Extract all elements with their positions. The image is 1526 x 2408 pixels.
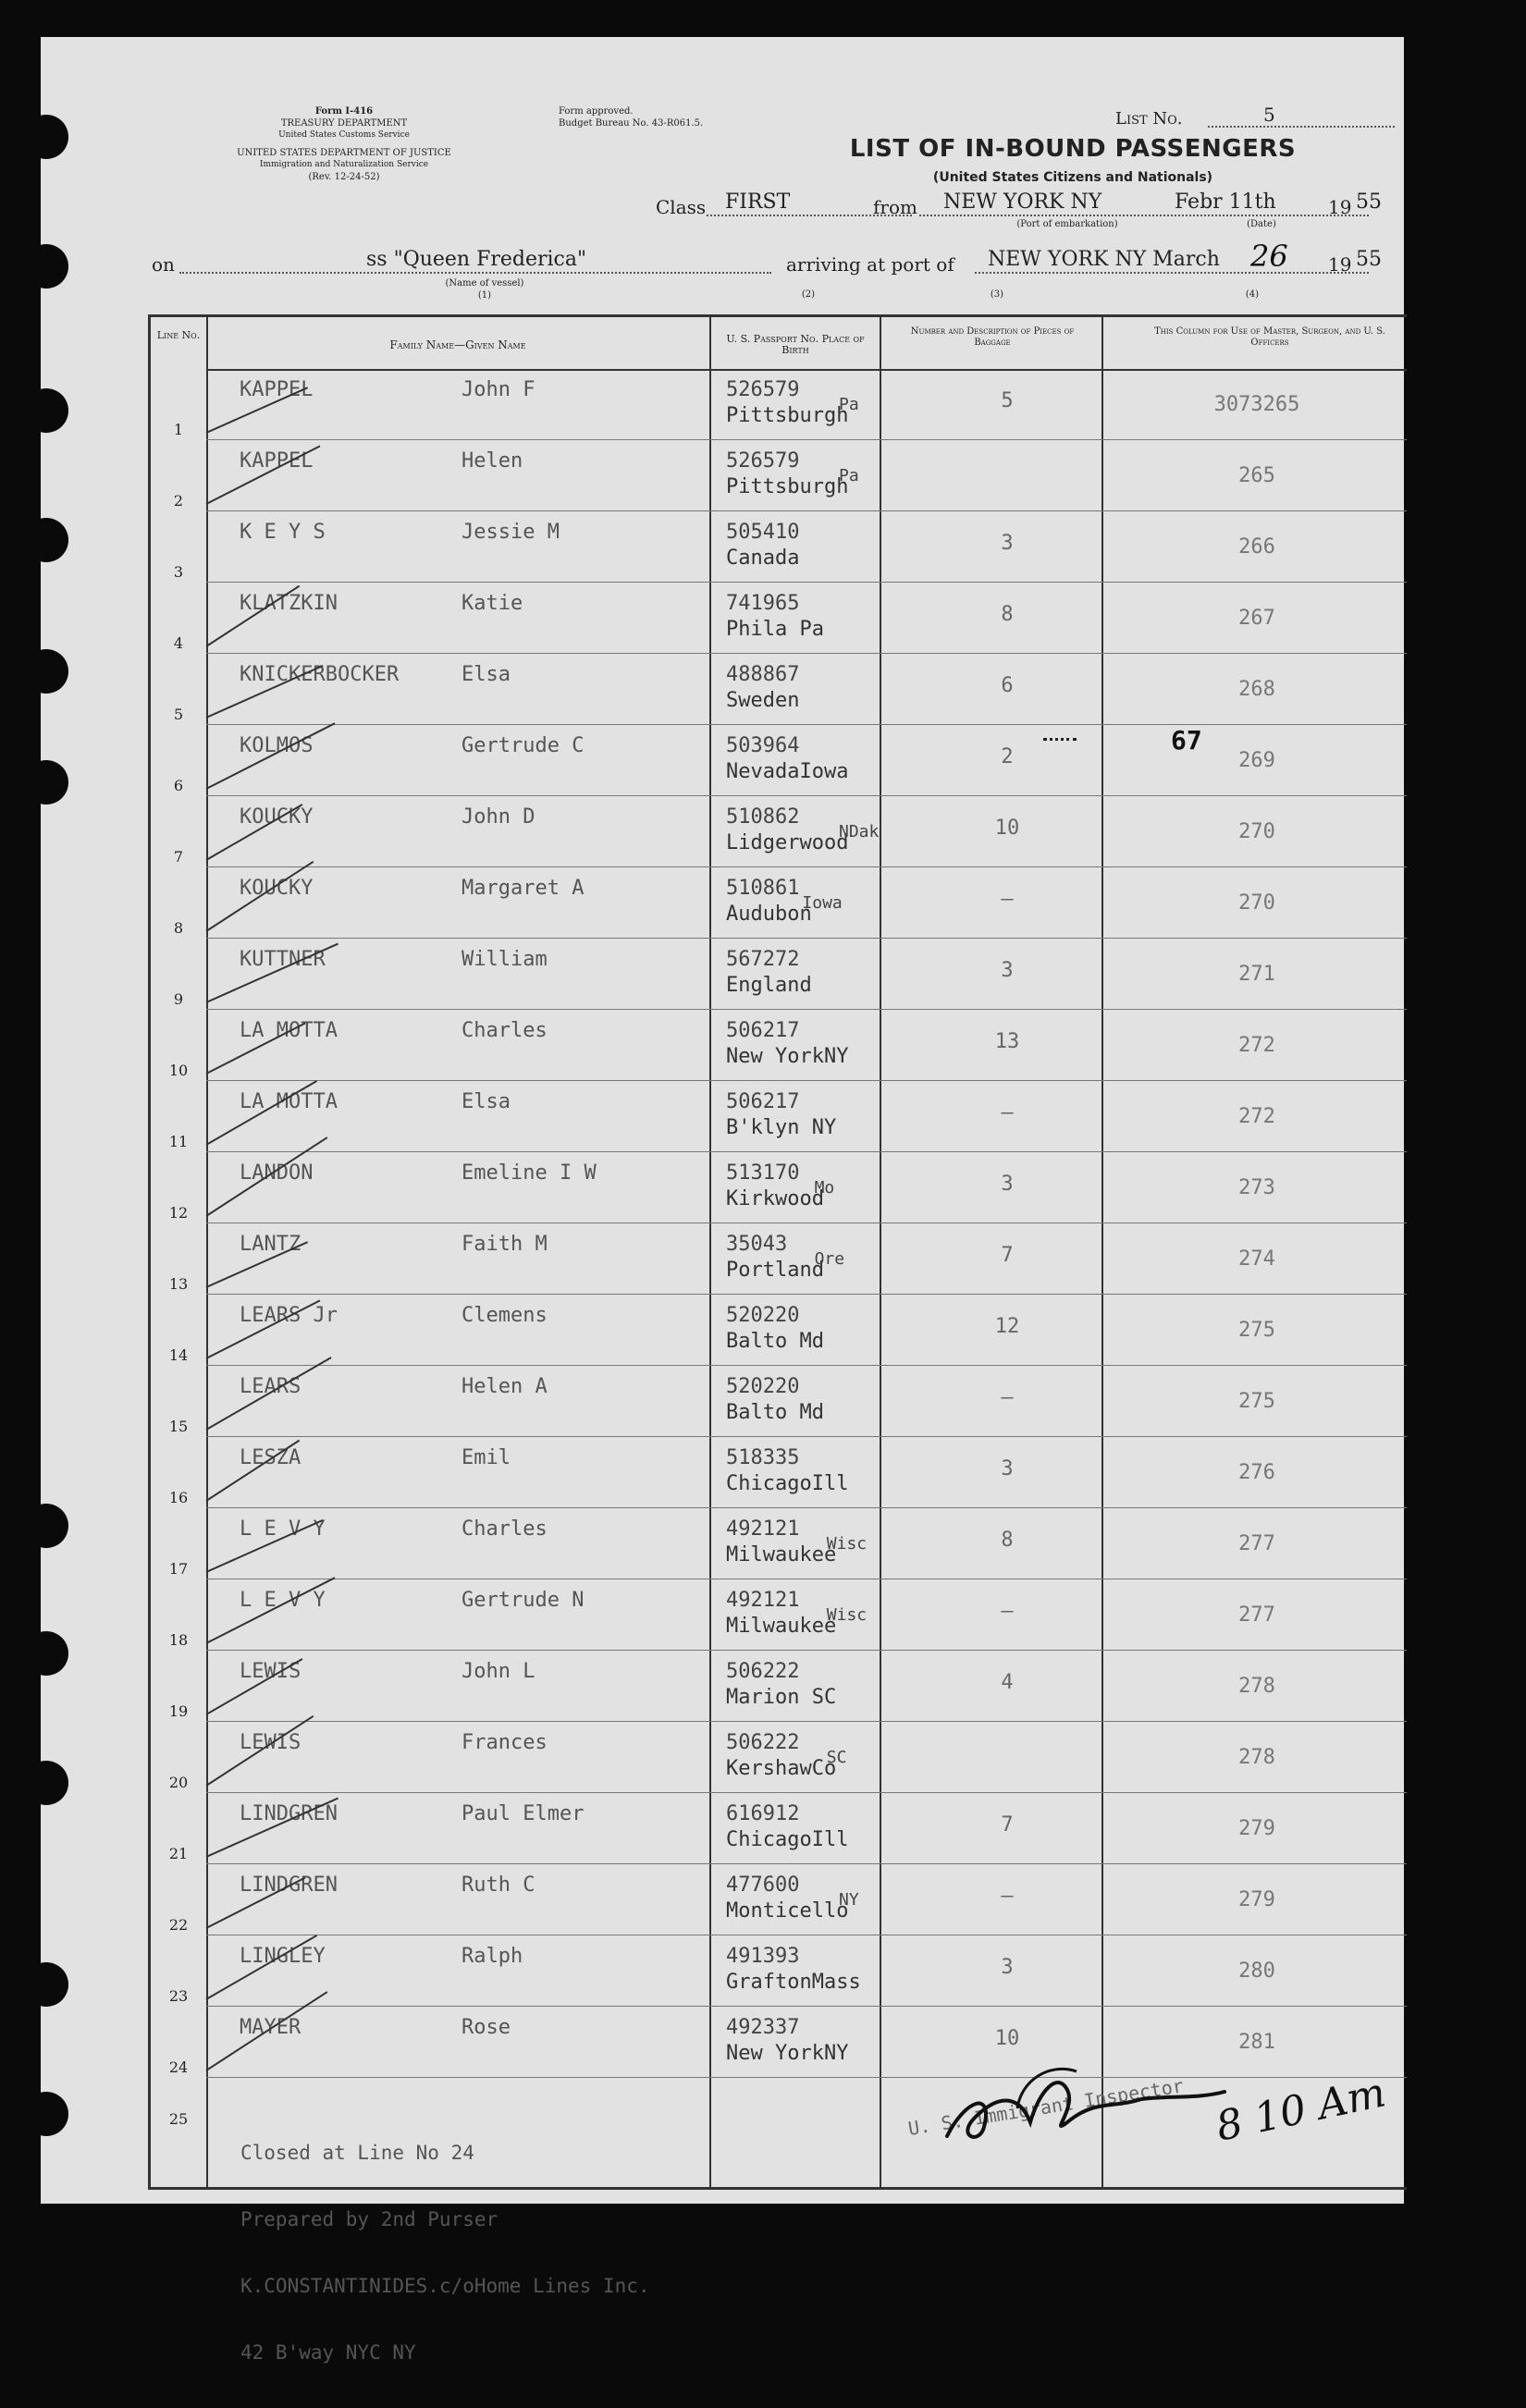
purser-address: 42 B'way NYC NY [240,2341,416,2364]
place-of-birth: Balto Md [726,1401,824,1424]
table-row [151,1793,1407,1864]
arrival-year-label: 19 [1328,253,1352,276]
table-row [151,440,1407,511]
table-row [151,939,1407,1010]
table-row [151,1935,1407,2007]
from-label: from [873,196,917,218]
immigration-service: Immigration and Naturalization Service [259,160,429,169]
year-label: 19 [1328,196,1352,218]
list-no-value: 5 [1263,104,1275,126]
given-name: Elsa [461,663,511,686]
vessel-line [179,272,771,274]
officer-number: 279 [1238,1888,1275,1911]
place-of-birth: New YorkNY [726,2042,849,2065]
baggage-count: 7 [1001,1813,1014,1837]
table-row [151,1152,1407,1223]
passport-number: 526579 [726,449,800,473]
table-row [151,1295,1407,1366]
passport-number: 520220 [726,1375,800,1398]
line-number: 23 [168,1987,189,2005]
birth-state: NY [839,1890,859,1910]
officer-number: 271 [1238,963,1275,986]
passport-number: 35043 [726,1233,788,1256]
given-name: Emil [461,1446,511,1469]
line-number: 9 [173,990,184,1008]
place-of-birth: NevadaIowa [726,760,849,783]
line-number: 6 [173,777,184,794]
given-name: Rose [461,2016,511,2039]
place-of-birth: ChicagoIll [726,1828,849,1851]
place-of-birth: Pittsburgh [726,475,849,498]
officer-number: 277 [1238,1532,1275,1555]
place-of-birth: GraftonMass [726,1971,861,1994]
officer-number: 280 [1238,1960,1275,1983]
line-number: 14 [168,1346,189,1364]
baggage-count: 3 [1001,1173,1014,1196]
family-name: KLATZKIN [240,592,338,615]
from-line [919,215,1369,216]
passport-number: 506222 [726,1660,800,1683]
table-row [151,1366,1407,1437]
officer-number: 281 [1238,2031,1275,2054]
customs-service: United States Customs Service [278,130,410,140]
arrival-time: 8 10 Am [1212,2069,1390,2151]
table-row [151,1864,1407,1935]
column-1-number: (1) [477,290,492,301]
baggage-count: 5 [1001,389,1014,412]
place-of-birth: England [726,974,812,997]
family-name: MAYER [240,2016,302,2039]
family-name: KUTTNER [240,948,326,971]
closing-notes [240,2097,650,2408]
binder-hole [24,760,68,805]
given-name: Helen A [461,1375,548,1398]
header-passport: U. S. Passport No. Place of Birth [726,333,865,356]
place-of-birth: Monticello [726,1899,849,1923]
table-row [151,796,1407,867]
table-row [151,1722,1407,1793]
place-of-birth: Portland [726,1259,824,1282]
baggage-count: 4 [1001,1671,1014,1694]
given-name: William [461,948,548,971]
birth-state: NDak [839,822,880,842]
table-row [151,1081,1407,1152]
list-no-line [1208,126,1395,128]
officer-number: 275 [1238,1319,1275,1342]
passport-number: 492337 [726,2016,800,2039]
place-of-birth: Kirkwood [726,1187,824,1210]
given-name: Jessie M [461,521,560,544]
birth-state: Mo [814,1178,835,1198]
arrival-year-value: 55 [1356,248,1382,271]
place-of-birth: Phila Pa [726,618,824,641]
passport-number: 526579 [726,378,800,401]
manifest-page [41,37,1404,2364]
family-name: KOLMOS [240,734,314,757]
form-revision: (Rev. 12-24-52) [308,172,380,182]
passport-number: 567272 [726,948,800,971]
baggage-count: 8 [1001,603,1014,626]
place-of-birth: B'klyn NY [726,1116,837,1139]
officer-number: 278 [1238,1675,1275,1698]
baggage-count: – [1001,1885,1014,1908]
line-number: 24 [168,2058,189,2076]
table-row [151,511,1407,583]
family-name: KAPPEL [240,378,314,401]
place-of-birth: New YorkNY [726,1045,849,1068]
binder-hole [24,244,68,289]
baggage-count: 10 [994,2027,1020,2050]
column-3-number: (3) [990,289,1004,300]
officer-number: 278 [1238,1746,1275,1769]
port-embark-caption: (Port of embarkation) [1016,219,1118,229]
family-name: LESZA [240,1446,302,1469]
baggage-count: 12 [994,1315,1020,1338]
form-title: LIST OF IN-BOUND PASSENGERS [849,135,1297,163]
binder-hole [24,649,68,694]
line-number: 13 [168,1275,189,1293]
family-name: K E Y S [240,521,326,544]
inspector-stamp: U. S. Immigrant Inspector [906,2074,1186,2140]
year-value: 55 [1356,190,1382,214]
baggage-count: 10 [994,817,1020,840]
passport-number: 513170 [726,1161,800,1185]
baggage-count: 3 [1001,532,1014,555]
baggage-count: – [1001,1386,1014,1409]
given-name: Elsa [461,1090,511,1113]
given-name: Ruth C [461,1874,535,1897]
family-name: KOUCKY [240,805,314,829]
baggage-count: 3 [1001,959,1014,982]
line-number: 16 [168,1489,189,1506]
place-of-birth: KershawCo [726,1757,837,1780]
officer-number: 269 [1238,749,1275,772]
family-name: LANDON [240,1161,314,1185]
class-value: FIRST [725,190,791,214]
line-number: 10 [168,1062,189,1079]
birth-state: SC [826,1748,847,1767]
officer-number: 268 [1238,678,1275,701]
family-name: LINDGREN [240,1874,338,1897]
family-name: LINGLEY [240,1945,326,1968]
birth-state: Ore [814,1249,845,1269]
passport-number: 492121 [726,1589,800,1612]
list-no-label: List No. [1115,109,1183,129]
binder-hole [24,518,68,562]
place-of-birth: Marion SC [726,1686,837,1709]
table-row [151,1508,1407,1579]
header-officers: This Column for Use of Master, Surgeon, and U. S. Officers [1154,326,1385,348]
officer-number: 266 [1238,535,1275,559]
family-name: LEWIS [240,1660,302,1683]
birth-state: Pa [839,466,859,485]
line-number: 22 [168,1916,189,1934]
arrival-line [975,272,1369,274]
form-number: Form I-416 [314,106,374,117]
officer-number: 273 [1238,1176,1275,1199]
baggage-count: – [1001,888,1014,911]
table-row [151,1223,1407,1295]
binder-hole [24,1761,68,1805]
binder-hole [24,1504,68,1548]
place-of-birth: Balto Md [726,1330,824,1353]
given-name: Clemens [461,1304,548,1327]
family-name: LEARS Jr [240,1304,338,1327]
family-name: LEWIS [240,1731,302,1754]
given-name: Gertrude C [461,734,585,757]
officer-number: 275 [1238,1390,1275,1413]
tally-check-mark [206,1357,332,1431]
baggage-count: 3 [1001,1956,1014,1979]
inspector-signature [929,2034,1261,2164]
place-of-birth: ChicagoIll [726,1472,849,1495]
line-number: 15 [168,1418,189,1435]
given-name: Faith M [461,1233,548,1256]
given-name: John D [461,805,535,829]
table-row [151,867,1407,939]
place-of-birth: Sweden [726,689,800,712]
birth-state: Wisc [826,1534,868,1554]
table-row [151,583,1407,654]
given-name: Helen [461,449,523,473]
arrival-day: 26 [1250,239,1288,274]
family-name: LINDGREN [240,1802,338,1825]
line-number: 5 [173,706,184,723]
binder-hole [24,2092,68,2136]
officer-number: 270 [1238,891,1275,915]
prepared-by: Prepared by 2nd Purser [240,2208,498,2230]
family-name: LANTZ [240,1233,302,1256]
line-number: 8 [173,919,184,937]
budget-bureau: Budget Bureau No. 43-R061.5. [559,118,704,129]
officer-number: 274 [1238,1247,1275,1271]
binder-hole [24,388,68,433]
officer-number: 265 [1238,464,1275,487]
passport-number: 506217 [726,1090,800,1113]
passport-number: 506217 [726,1019,800,1042]
officer-number: 3073265 [1213,393,1300,416]
baggage-count: 2 [1001,745,1014,768]
given-name: Charles [461,1517,548,1541]
table-row [151,725,1407,796]
birth-state: Wisc [826,1605,868,1625]
given-name: Gertrude N [461,1589,585,1612]
line-number: 18 [168,1631,189,1649]
column-2-number: (2) [801,289,816,300]
header-baggage: Number and Description of Pieces of Baggage [910,326,1075,348]
vessel-caption-text: (Name of vessel) [445,278,524,289]
family-name: KOUCKY [240,877,314,900]
line-number: 7 [173,848,184,866]
line-number: 12 [168,1204,189,1222]
passport-number: 506222 [726,1731,800,1754]
column-4-number: (4) [1245,289,1260,300]
form-approval [559,105,703,129]
table-row [151,654,1407,725]
family-name: LA MOTTA [240,1090,338,1113]
table-row [151,1651,1407,1722]
passport-number: 491393 [726,1945,800,1968]
officer-number: 270 [1238,820,1275,843]
table-row [151,1579,1407,1651]
baggage-count: 7 [1001,1244,1014,1267]
given-name: Katie [461,592,523,615]
baggage-count: – [1001,1101,1014,1124]
port-of-arrival: NEW YORK NY March [988,248,1220,271]
line-number: 4 [173,634,184,652]
place-of-birth: Milwaukee [726,1543,837,1566]
form-approved: Form approved. [559,106,634,117]
treasury-dept: TREASURY DEPARTMENT [280,118,408,129]
line-number: 17 [168,1560,189,1578]
given-name: John L [461,1660,535,1683]
family-name: L E V Y [240,1589,326,1612]
form-subtitle: (United States Citizens and Nationals) [932,170,1213,185]
passport-number: 503964 [726,734,800,757]
officer-number: 272 [1238,1034,1275,1057]
given-name: Paul Elmer [461,1802,585,1825]
stray-number: 67 [1171,725,1202,756]
line-number: 21 [168,1845,189,1862]
vessel-caption [383,277,586,301]
line-number: 25 [168,2110,189,2128]
binder-hole [24,115,68,159]
family-name: LA MOTTA [240,1019,338,1042]
vessel-name: ss "Queen Frederica" [366,248,587,271]
date-caption: (Date) [1247,219,1276,229]
passport-number: 510861 [726,877,800,900]
baggage-count: 6 [1001,674,1014,697]
table-row [151,1437,1407,1508]
family-name: KAPPEL [240,449,314,473]
passport-number: 616912 [726,1802,800,1825]
passport-number: 741965 [726,592,800,615]
given-name: Frances [461,1731,548,1754]
line-number: 2 [173,492,184,510]
port-of-embarkation: NEW YORK NY [943,190,1102,214]
line-number: 20 [168,1774,189,1791]
given-name: Margaret A [461,877,585,900]
embarkation-date: Febr 11th [1175,190,1276,214]
given-name: Ralph [461,1945,523,1968]
line-number: 19 [168,1702,189,1720]
officer-number: 272 [1238,1105,1275,1128]
birth-state: Pa [839,395,859,414]
given-name: John F [461,378,535,401]
place-of-birth: Audubon [726,903,812,926]
officer-number: 276 [1238,1461,1275,1484]
line-number: 1 [173,421,184,438]
closed-at-line: Closed at Line No 24 [240,2142,474,2164]
tally-check-mark [206,722,336,790]
passport-number: 505410 [726,521,800,544]
baggage-count: 8 [1001,1529,1014,1552]
passenger-table [148,314,1407,2190]
place-of-birth: Pittsburgh [726,404,849,427]
officer-number: 277 [1238,1603,1275,1627]
table-row [151,1010,1407,1081]
family-name: L E V Y [240,1517,326,1541]
baggage-count: – [1001,1600,1014,1623]
given-name: Charles [461,1019,548,1042]
purser-name: K.CONSTANTINIDES.c/oHome Lines Inc. [240,2275,650,2297]
header-name: Family Name—Given Name [389,338,526,351]
passport-number: 488867 [726,663,800,686]
form-department-block [150,105,538,183]
officer-number: 279 [1238,1817,1275,1840]
given-name: Emeline I W [461,1161,597,1185]
place-of-birth: Canada [726,547,800,570]
family-name: LEARS [240,1375,302,1398]
binder-hole [24,1962,68,2007]
baggage-count: 13 [994,1030,1020,1053]
officer-number: 267 [1238,607,1275,630]
place-of-birth: Milwaukee [726,1615,837,1638]
table-row [151,369,1407,440]
baggage-count: 3 [1001,1457,1014,1480]
passport-number: 477600 [726,1874,800,1897]
arriving-label: arriving at port of [786,253,954,276]
binder-hole [24,1631,68,1676]
place-of-birth: Lidgerwood [726,831,849,854]
passport-number: 518335 [726,1446,800,1469]
line-number: 3 [173,563,184,581]
passport-number: 520220 [726,1304,800,1327]
header-line-no: Line No. [156,329,201,341]
family-name: KNICKERBOCKER [240,663,400,686]
passport-number: 510862 [726,805,800,829]
class-label: Class [656,196,707,218]
justice-dept: UNITED STATES DEPARTMENT OF JUSTICE [237,148,451,158]
stray-mark [1043,738,1077,746]
birth-state: Iowa [802,893,843,913]
on-label: on [152,253,175,276]
line-number: 11 [168,1133,189,1150]
passport-number: 492121 [726,1517,800,1541]
